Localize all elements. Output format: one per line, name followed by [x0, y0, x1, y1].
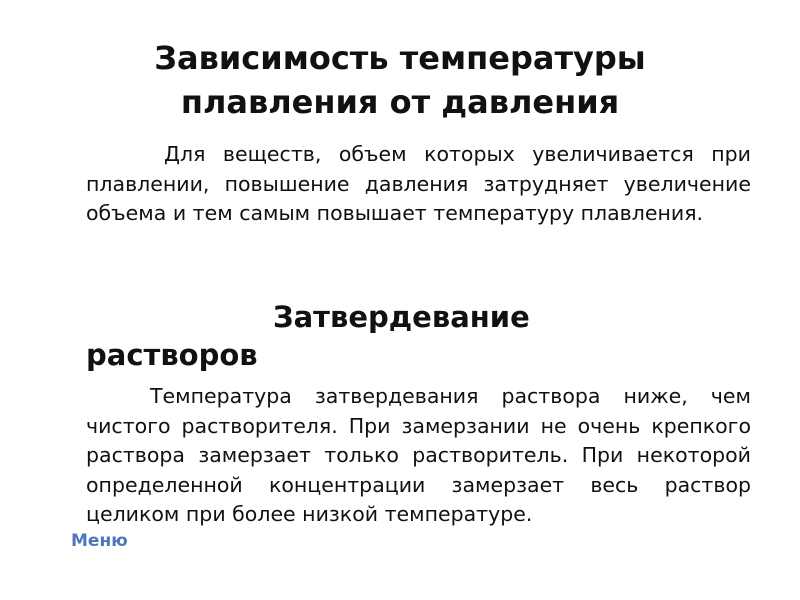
slide-title-line-1: Зависимость температуры — [154, 39, 646, 77]
section-subtitle-line-1: Затвердевание — [273, 300, 530, 334]
section-subtitle — [86, 298, 586, 374]
menu-link[interactable]: Меню — [71, 531, 128, 551]
slide-title-line-2: плавления от давления — [180, 83, 620, 121]
section-subtitle-line-2: растворов — [86, 338, 258, 372]
slide-title — [0, 36, 800, 124]
paragraph-solution-solidification: Температура затвердевания раствора ниже, чем чистого растворителя. При замерзании не очень крепкого раствора замерзает только растворитель. При некоторой определенной концентрации замерзает весь раствор целиком при более низкой температуре. — [86, 384, 751, 526]
paragraph-melting-pressure: Для веществ, объем которых увеличивается при плавлении, повышение давления затрудняет увеличение объема и тем самым повышает температуру плавления. — [86, 142, 751, 225]
